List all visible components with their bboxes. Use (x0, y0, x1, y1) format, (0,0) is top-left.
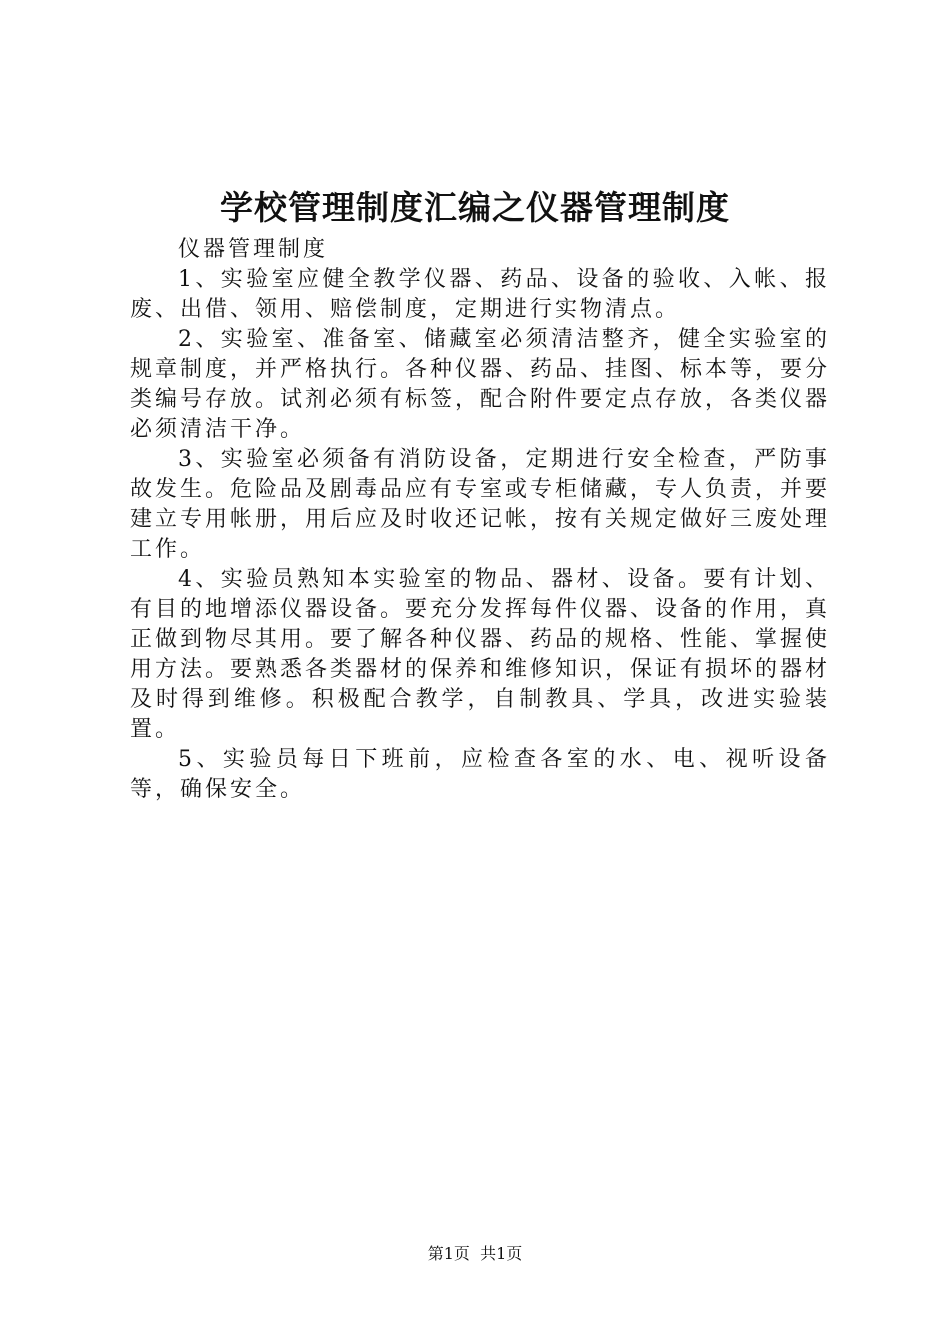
page-number: 第1页 (427, 1244, 470, 1263)
paragraph-5: 5、实验员每日下班前，应检查各室的水、电、视听设备等，确保安全。 (130, 747, 830, 802)
document-title: 学校管理制度汇编之仪器管理制度 (220, 188, 730, 227)
paragraph-2: 2、实验室、准备室、储藏室必须清洁整齐，健全实验室的规章制度，并严格执行。各种仪器、药品、挂图、标本等，要分类编号存放。试剂必须有标签，配合附件要定点存放，各类仪器必须清洁干净。 (130, 327, 831, 442)
page-footer (0, 1243, 950, 1265)
paragraph-3: 3、实验室必须备有消防设备，定期进行安全检查，严防事故发生。危险品及剧毒品应有专室或专柜储藏，专人负责，并要建立专用帐册，用后应及时收还记帐，按有关规定做好三废处理工作。 (130, 447, 831, 562)
page-total: 共1页 (480, 1244, 523, 1263)
document-body (130, 235, 830, 805)
paragraph-4: 4、实验员熟知本实验室的物品、器材、设备。要有计划、有目的地增添仪器设备。要充分发挥每件仪器、设备的作用，真正做到物尽其用。要了解各种仪器、药品的规格、性能、掌握使用方法。要熟悉各类器材的保养和维修知识，保证有损坏的器材及时得到维修。积极配合教学，自制教具、学具，改进实验装置。 (130, 567, 831, 742)
section-heading: 仪器管理制度 (178, 237, 329, 262)
footer-separator (470, 1244, 480, 1263)
paragraph-1: 1、实验室应健全教学仪器、药品、设备的验收、入帐、报废、出借、领用、赔偿制度，定期进行实物清点。 (130, 267, 830, 322)
